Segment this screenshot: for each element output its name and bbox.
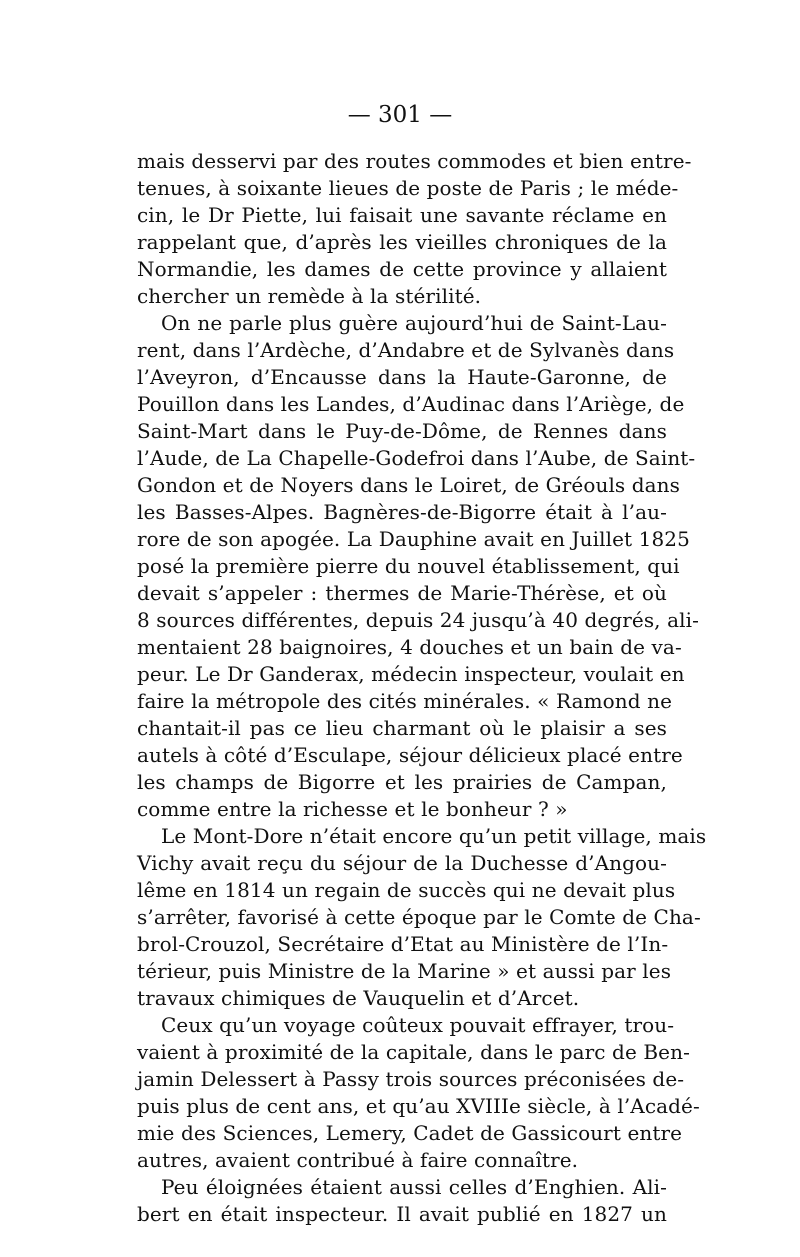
text-line: On ne parle plus guère aujourd’hui de Saint-Lau-	[161, 311, 667, 335]
text-line: jamin Delessert à Passy trois sources préconisées de-	[137, 1067, 685, 1091]
text-line: rent, dans l’Ardèche, d’Andabre et de Sylvanès dans	[137, 338, 675, 362]
text-line: autres, avaient contribué à faire connaître.	[137, 1148, 579, 1172]
text-line: rappelant que, d’après les vieilles chroniques de la	[137, 230, 667, 254]
text-line: Saint-Mart dans le Puy-de-Dôme, de Rennes dans	[137, 419, 667, 443]
text-line: puis plus de cent ans, et qu’au XVIIIe siècle, à l’Acadé-	[137, 1094, 700, 1118]
text-line: cin, le Dr Piette, lui faisait une savante réclame en	[137, 203, 667, 227]
text-line: peur. Le Dr Ganderax, médecin inspecteur, voulait en	[137, 662, 685, 686]
text-line: faire la métropole des cités minérales. « Ramond ne	[137, 689, 673, 713]
text-line: Pouillon dans les Landes, d’Audinac dans l’Ariège, de	[137, 392, 685, 416]
text-line: l’Aveyron, d’Encausse dans la Haute-Garonne, de	[137, 365, 667, 389]
text-line: 8 sources différentes, depuis 24 jusqu’à 40 degrés, ali-	[137, 608, 699, 632]
text-line: Peu éloignées étaient aussi celles d’Enghien. Ali-	[161, 1175, 667, 1199]
text-line: mais desservi par des routes commodes et bien entre-	[137, 149, 692, 173]
text-line: mie des Sciences, Lemery, Cadet de Gassicourt entre	[137, 1121, 683, 1145]
text-line: chercher un remède à la stérilité.	[137, 284, 482, 308]
text-line: l’Aude, de La Chapelle-Godefroi dans l’Aube, de Saint-	[137, 446, 696, 470]
text-line: mentaient 28 baignoires, 4 douches et un bain de va-	[137, 635, 682, 659]
text-line: Le Mont-Dore n’était encore qu’un petit village, mais	[161, 824, 707, 848]
text-line: Normandie, les dames de cette province y allaient	[137, 257, 667, 281]
text-line: lême en 1814 un regain de succès qui ne devait plus	[137, 878, 676, 902]
text-line: rore de son apogée. La Dauphine avait en Juillet 1825	[137, 527, 690, 551]
body-text	[137, 148, 707, 1228]
text-line: brol-Crouzol, Secrétaire d’Etat au Ministère de l’In-	[137, 932, 669, 956]
text-line: les Basses-Alpes. Bagnères-de-Bigorre était à l’au-	[137, 500, 667, 524]
text-line: s’arrêter, favorisé à cette époque par le Comte de Cha-	[137, 905, 701, 929]
text-line: vaient à proximité de la capitale, dans le parc de Ben-	[137, 1040, 690, 1064]
text-line: Vichy avait reçu du séjour de la Duchesse d’Angou-	[137, 851, 667, 875]
text-line: chantait-il pas ce lieu charmant où le plaisir a ses	[137, 716, 667, 740]
text-line: les champs de Bigorre et les prairies de Campan,	[137, 770, 667, 794]
text-line: devait s’appeler : thermes de Marie-Thérèse, et où	[137, 581, 667, 605]
text-line: posé la première pierre du nouvel établissement, qui	[137, 554, 680, 578]
text-line: comme entre la richesse et le bonheur ? »	[137, 797, 568, 821]
text-line: tenues, à soixante lieues de poste de Paris ; le méde-	[137, 176, 679, 200]
text-line: autels à côté d’Esculape, séjour délicieux placé entre	[137, 743, 683, 767]
text-line: térieur, puis Ministre de la Marine » et aussi par les	[137, 959, 672, 983]
text-line: Gondon et de Noyers dans le Loiret, de Gréouls dans	[137, 473, 681, 497]
text-line: bert en était inspecteur. Il avait publié en 1827 un	[137, 1202, 667, 1226]
text-line: travaux chimiques de Vauquelin et d’Arcet.	[137, 986, 580, 1010]
page-number: — 301 —	[347, 102, 453, 128]
text-line: Ceux qu’un voyage coûteux pouvait effrayer, trou-	[161, 1013, 675, 1037]
